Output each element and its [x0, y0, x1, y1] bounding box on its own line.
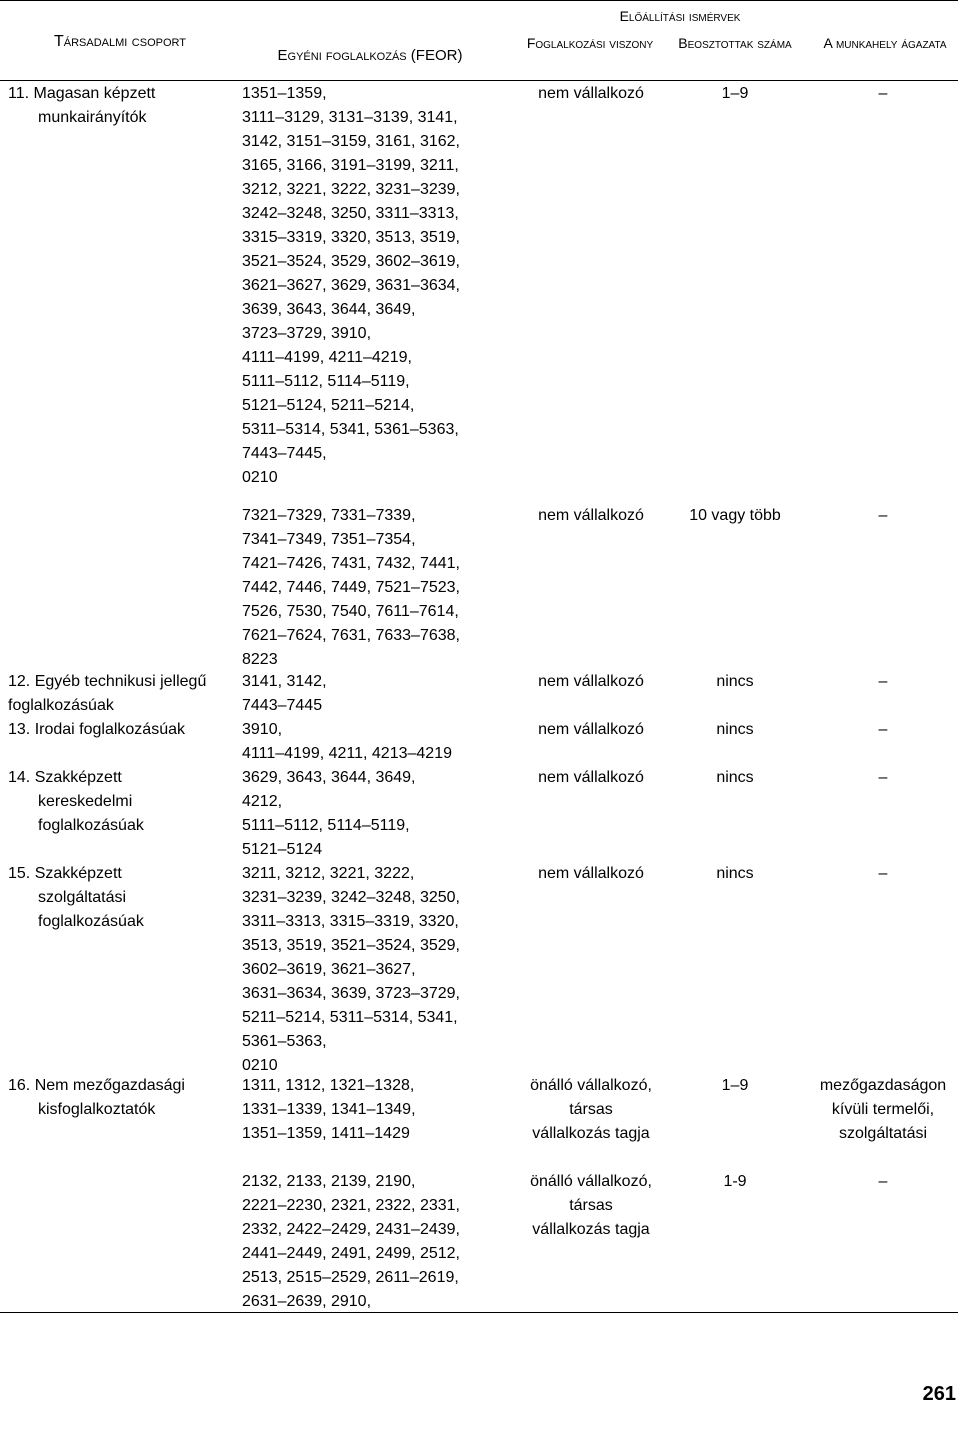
- count-line: nincs: [716, 721, 754, 738]
- feor-codes-cell: [242, 82, 512, 490]
- sector-line: –: [878, 673, 888, 690]
- feor-codes-cell: [242, 1170, 512, 1314]
- employee-count-cell: [670, 718, 800, 742]
- group-name-line: 14. Szakképzett: [8, 769, 122, 786]
- relation-line: nem vállalkozó: [538, 865, 644, 882]
- group-name-line: 15. Szakképzett: [8, 865, 122, 882]
- employee-count-cell: [670, 1170, 800, 1194]
- codes-line: 4212,: [242, 793, 283, 810]
- codes-line: 3602–3619, 3621–3627,: [242, 961, 416, 978]
- codes-line: 2513, 2515–2529, 2611–2619,: [242, 1269, 459, 1286]
- codes-line: 4111–4199, 4211–4219,: [242, 349, 412, 366]
- count-line: 1–9: [721, 1077, 749, 1094]
- employee-count-cell: [670, 670, 800, 694]
- codes-line: 1331–1339, 1341–1349,: [242, 1101, 416, 1118]
- header-employee-count: Beosztottak száma: [678, 35, 792, 51]
- group-name-line: 11. Magasan képzett: [8, 85, 156, 102]
- page-number: 261: [922, 1383, 956, 1405]
- relation-cell: [516, 766, 666, 790]
- codes-line: 1311, 1312, 1321–1328,: [242, 1077, 415, 1094]
- social-group-cell: [8, 766, 232, 838]
- codes-line: 0210: [242, 1057, 278, 1074]
- employee-count-cell: [670, 766, 800, 790]
- social-group-cell: [8, 670, 232, 718]
- employee-count-cell: [670, 862, 800, 886]
- codes-line: 3631–3634, 3639, 3723–3729,: [242, 985, 460, 1002]
- codes-line: 3311–3313, 3315–3319, 3320,: [242, 913, 459, 930]
- codes-line: 7341–7349, 7351–7354,: [242, 531, 416, 548]
- codes-line: 3513, 3519, 3521–3524, 3529,: [242, 937, 460, 954]
- codes-line: 1351–1359,: [242, 85, 327, 102]
- feor-codes-cell: [242, 504, 512, 672]
- codes-line: 3723–3729, 3910,: [242, 325, 372, 342]
- sector-cell: [808, 718, 958, 742]
- social-group-cell: [8, 82, 232, 130]
- codes-line: 7443–7445,: [242, 445, 327, 462]
- sector-line: –: [878, 85, 888, 102]
- group-name-line: 12. Egyéb technikusi jellegű: [8, 673, 207, 690]
- header-criteria: Előállítási ismérvek: [619, 8, 741, 24]
- relation-line: önálló vállalkozó,: [530, 1173, 652, 1190]
- relation-line: vállalkozás tagja: [532, 1221, 650, 1238]
- sector-line: –: [878, 769, 888, 786]
- sector-cell: [808, 862, 958, 886]
- sector-cell: [808, 82, 958, 106]
- codes-line: 3629, 3643, 3644, 3649,: [242, 769, 416, 786]
- relation-line: nem vállalkozó: [538, 673, 644, 690]
- header-feor: Egyéni foglalkozás (FEOR): [277, 47, 463, 64]
- feor-codes-cell: [242, 1074, 512, 1146]
- relation-line: társas: [569, 1197, 613, 1214]
- codes-line: 2332, 2422–2429, 2431–2439,: [242, 1221, 460, 1238]
- sector-line: –: [878, 721, 888, 738]
- relation-cell: [516, 670, 666, 694]
- codes-line: 1351–1359, 1411–1429: [242, 1125, 410, 1142]
- relation-cell: [516, 862, 666, 886]
- group-name-line: munkairányítók: [38, 109, 147, 126]
- relation-line: vállalkozás tagja: [532, 1125, 650, 1142]
- codes-line: 3242–3248, 3250, 3311–3313,: [242, 205, 459, 222]
- codes-line: 7421–7426, 7431, 7432, 7441,: [242, 555, 460, 572]
- codes-line: 5111–5112, 5114–5119,: [242, 373, 410, 390]
- sector-line: –: [878, 1173, 888, 1190]
- relation-cell: [516, 1074, 666, 1146]
- group-name-line: foglalkozásúak: [38, 913, 144, 930]
- group-name-line: szolgáltatási: [38, 889, 127, 906]
- codes-line: 3165, 3166, 3191–3199, 3211,: [242, 157, 459, 174]
- count-line: 1-9: [723, 1173, 747, 1190]
- bottom-rule: [0, 1312, 958, 1313]
- sector-cell: [808, 670, 958, 694]
- relation-cell: [516, 82, 666, 106]
- count-line: nincs: [716, 865, 754, 882]
- codes-line: 5311–5314, 5341, 5361–5363,: [242, 421, 459, 438]
- feor-codes-cell: [242, 766, 512, 862]
- codes-line: 5361–5363,: [242, 1033, 327, 1050]
- codes-line: 7442, 7446, 7449, 7521–7523,: [242, 579, 460, 596]
- codes-line: 3212, 3221, 3222, 3231–3239,: [242, 181, 460, 198]
- codes-line: 5111–5112, 5114–5119,: [242, 817, 410, 834]
- social-group-cell: [8, 1074, 232, 1122]
- sector-cell: [808, 766, 958, 790]
- header-sector: A munkahely ágazata: [823, 35, 947, 51]
- relation-line: nem vállalkozó: [538, 507, 644, 524]
- codes-line: 3639, 3643, 3644, 3649,: [242, 301, 416, 318]
- codes-line: 0210: [242, 469, 278, 486]
- count-line: 10 vagy több: [689, 507, 781, 524]
- employee-count-cell: [670, 504, 800, 528]
- employee-count-cell: [670, 82, 800, 106]
- count-line: nincs: [716, 769, 754, 786]
- codes-line: 3621–3627, 3629, 3631–3634,: [242, 277, 460, 294]
- group-name-line: kereskedelmi: [38, 793, 133, 810]
- social-group-cell: [8, 862, 232, 934]
- header-social-group: Társadalmi csoport: [54, 33, 186, 50]
- group-name-line: foglalkozásúak: [38, 817, 144, 834]
- codes-line: 2221–2230, 2321, 2322, 2331,: [242, 1197, 460, 1214]
- codes-line: 7321–7329, 7331–7339,: [242, 507, 416, 524]
- codes-line: 5211–5214, 5311–5314, 5341,: [242, 1009, 458, 1026]
- codes-line: 2132, 2133, 2139, 2190,: [242, 1173, 416, 1190]
- count-line: nincs: [716, 673, 754, 690]
- codes-line: 3231–3239, 3242–3248, 3250,: [242, 889, 460, 906]
- sector-cell: [808, 1074, 958, 1146]
- codes-line: 2631–2639, 2910,: [242, 1293, 372, 1310]
- codes-line: 3521–3524, 3529, 3602–3619,: [242, 253, 460, 270]
- codes-line: 5121–5124, 5211–5214,: [242, 397, 415, 414]
- relation-line: önálló vállalkozó,: [530, 1077, 652, 1094]
- sector-line: –: [878, 865, 888, 882]
- codes-line: 7621–7624, 7631, 7633–7638,: [242, 627, 460, 644]
- feor-codes-cell: [242, 670, 512, 718]
- codes-line: 7526, 7530, 7540, 7611–7614,: [242, 603, 459, 620]
- sector-line: szolgáltatási: [838, 1125, 928, 1142]
- codes-line: 8223: [242, 651, 278, 668]
- sector-cell: [808, 504, 958, 528]
- sector-line: kívüli termelői,: [831, 1101, 935, 1118]
- header-rule: [0, 80, 958, 81]
- social-group-cell: [8, 718, 232, 742]
- codes-line: 3211, 3212, 3221, 3222,: [242, 865, 415, 882]
- codes-line: 3910,: [242, 721, 283, 738]
- codes-line: 4111–4199, 4211, 4213–4219: [242, 745, 452, 762]
- sector-line: mezőgazdaságon: [819, 1077, 947, 1094]
- codes-line: 3141, 3142,: [242, 673, 327, 690]
- count-line: 1–9: [721, 85, 749, 102]
- codes-line: 3111–3129, 3131–3139, 3141,: [242, 109, 458, 126]
- feor-codes-cell: [242, 862, 512, 1078]
- header-relation: Foglalkozási viszony: [526, 35, 654, 51]
- relation-line: nem vállalkozó: [538, 769, 644, 786]
- codes-line: 7443–7445: [242, 697, 323, 714]
- relation-line: nem vállalkozó: [538, 721, 644, 738]
- codes-line: 3142, 3151–3159, 3161, 3162,: [242, 133, 460, 150]
- relation-line: társas: [569, 1101, 613, 1118]
- relation-cell: [516, 1170, 666, 1242]
- employee-count-cell: [670, 1074, 800, 1098]
- group-name-line: kisfoglalkoztatók: [38, 1101, 156, 1118]
- sector-cell: [808, 1170, 958, 1194]
- feor-codes-cell: [242, 718, 512, 766]
- relation-line: nem vállalkozó: [538, 85, 644, 102]
- top-rule: [0, 0, 958, 1]
- codes-line: 2441–2449, 2491, 2499, 2512,: [242, 1245, 460, 1262]
- sector-line: –: [878, 507, 888, 524]
- relation-cell: [516, 504, 666, 528]
- codes-line: 5121–5124: [242, 841, 323, 858]
- group-name-line: 16. Nem mezőgazdasági: [8, 1077, 185, 1094]
- group-name-line: foglalkozásúak: [8, 697, 114, 714]
- relation-cell: [516, 718, 666, 742]
- group-name-line: 13. Irodai foglalkozásúak: [8, 721, 185, 738]
- codes-line: 3315–3319, 3320, 3513, 3519,: [242, 229, 460, 246]
